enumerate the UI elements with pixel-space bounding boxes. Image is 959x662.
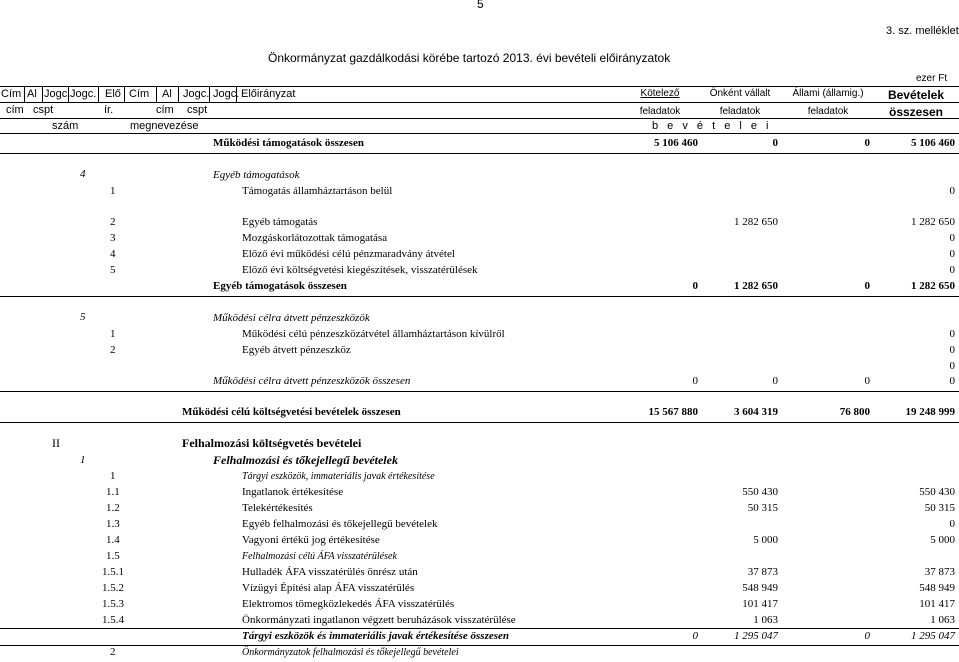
row-label: Önkormányzati ingatlanon végzett beruházások visszatérülése [242, 614, 516, 626]
row-value-onkent: 1 282 650 [734, 216, 778, 228]
row-label: Elektromos tömegközlekedés ÁFA visszatérülés [242, 598, 455, 610]
row-value-onkent: 37 873 [747, 566, 778, 578]
row-value-allami: 0 [864, 375, 870, 387]
row-code: 1.5.2 [102, 582, 124, 594]
row-code: 1 [110, 328, 116, 340]
row-label: Egyéb felhalmozási és tőkejellegű bevételek [242, 518, 438, 530]
row-code: 1.5.4 [102, 614, 124, 626]
row-label: Előző évi működési célú pénzmaradvány átvétel [242, 248, 455, 260]
row-label: Telekértékesítés [242, 502, 313, 514]
row-code: 1.5 [106, 550, 120, 562]
col-bevetelek: Bevételek [887, 88, 945, 102]
col-divider [124, 86, 125, 102]
row-value-total: 548 949 [919, 582, 955, 594]
row-code: 1 [110, 185, 116, 197]
row-label: Egyéb átvett pénzeszköz [242, 344, 351, 356]
header-mid-line [0, 102, 959, 103]
header-cspt-2: cspt [187, 104, 208, 116]
header-bevetelei: b e v é t e l e i [652, 120, 772, 132]
col-divider [156, 86, 157, 102]
header-cim: Cím [1, 88, 22, 100]
row-code: 1.5.1 [102, 566, 124, 578]
row-divider [0, 391, 959, 392]
header-bottom-line [0, 133, 959, 134]
row-value-onkent: 0 [772, 137, 778, 149]
row-label: Egyéb támogatás [242, 216, 318, 228]
row-label: Támogatás államháztartáson belül [242, 185, 393, 197]
header-megnevezese: megnevezése [130, 120, 199, 132]
row-code: 3 [110, 232, 116, 244]
col-onkent-sub: feladatok [719, 106, 761, 117]
col-kotelezo: Kötelező [640, 88, 680, 99]
header-ir: ír. [104, 104, 114, 116]
row-code: 4 [110, 248, 116, 260]
row-value-total: 50 315 [924, 502, 955, 514]
header-eloiranyzat: Előirányzat [241, 88, 296, 100]
row-label: Önkormányzatok felhalmozási és tőkejellegű bevételei [242, 647, 459, 658]
row-divider [0, 296, 959, 297]
row-value-total: 0 [949, 232, 955, 244]
row-label: Egyéb támogatások összesen [213, 280, 347, 292]
row-code: 1.1 [106, 486, 120, 498]
row-value-total: 0 [949, 375, 955, 387]
row-label: Vízügyi Építési alap ÁFA visszatérülés [242, 582, 415, 594]
row-value-onkent: 101 417 [742, 598, 778, 610]
row-value-total: 0 [949, 264, 955, 276]
row-divider [0, 422, 959, 423]
header-jogc-3: Jogc. [183, 88, 210, 100]
header-al-2: Al [162, 88, 172, 100]
row-label: Ingatlanok értékesítése [242, 486, 344, 498]
row-value-total: 19 248 999 [905, 406, 955, 418]
row-value-total: 5 000 [930, 534, 955, 546]
header-al: Al [27, 88, 37, 100]
row-value-onkent: 0 [772, 375, 778, 387]
row-label: Működési célú pénzeszközátvétel államháztartáson kívülről [242, 328, 505, 340]
row-code: 4 [80, 168, 86, 180]
row-value-total: 0 [949, 328, 955, 340]
header-cim-2: Cím [129, 88, 150, 100]
header-szam: szám [52, 120, 79, 132]
row-value-total: 37 873 [924, 566, 955, 578]
row-value-kotelezo: 15 567 880 [648, 406, 698, 418]
col-divider [178, 86, 179, 102]
row-label: Hulladék ÁFA visszatérülés önrész után [242, 566, 418, 578]
row-code: 1.3 [106, 518, 120, 530]
header-cim-lower: cím [6, 104, 24, 116]
row-code: 1.4 [106, 534, 120, 546]
row-value-onkent: 548 949 [742, 582, 778, 594]
row-code: II [52, 436, 60, 450]
row-value-onkent: 3 604 319 [734, 406, 778, 418]
row-label: Tárgyi eszközök és immateriális javak értékesítése összesen [242, 630, 510, 642]
row-value-onkent: 50 315 [747, 502, 778, 514]
row-value-allami: 0 [864, 137, 870, 149]
row-value-onkent: 1 063 [753, 614, 778, 626]
row-value-total: 0 [949, 360, 955, 372]
row-value-onkent: 1 282 650 [734, 280, 778, 292]
header-cspt: cspt [33, 104, 54, 116]
col-divider [24, 86, 25, 102]
col-onkent: Önként vállalt [709, 88, 771, 99]
row-value-total: 1 282 650 [911, 216, 955, 228]
row-label: Egyéb támogatások [213, 169, 300, 181]
row-value-kotelezo: 0 [692, 375, 698, 387]
row-code: 5 [110, 264, 116, 276]
row-value-allami: 0 [864, 630, 870, 642]
page-number: 5 [477, 0, 484, 11]
col-divider [98, 86, 99, 102]
col-allami: Állami (államig.) [792, 88, 864, 99]
col-bevetelek-sub: összesen [888, 105, 944, 119]
row-value-onkent: 550 430 [742, 486, 778, 498]
annex-label: 3. sz. melléklet [886, 25, 959, 37]
row-code: 1 [80, 454, 86, 466]
row-value-onkent: 1 295 047 [734, 630, 778, 642]
row-code: 2 [110, 646, 116, 658]
header-mid-line-2 [0, 118, 959, 119]
row-value-total: 5 106 460 [911, 137, 955, 149]
col-divider [42, 86, 43, 102]
row-label: Működési célra átvett pénzeszközök [213, 312, 370, 324]
row-label: Működési célú költségvetési bevételek összesen [182, 406, 401, 418]
row-code: 5 [80, 311, 86, 323]
header-top-line [0, 86, 959, 87]
row-value-total: 0 [949, 185, 955, 197]
row-label: Tárgyi eszközök, immateriális javak értékesítése [242, 471, 435, 482]
row-label: Vagyoni értékű jog értékesítése [242, 534, 380, 546]
row-value-allami: 76 800 [839, 406, 870, 418]
header-jogc: Jogc. [44, 88, 71, 100]
row-value-allami: 0 [864, 280, 870, 292]
row-code: 2 [110, 216, 116, 228]
row-divider [0, 645, 959, 646]
row-value-kotelezo: 5 106 460 [654, 137, 698, 149]
row-value-total: 1 295 047 [911, 630, 955, 642]
header-jogc-4: Jogc. [213, 88, 240, 100]
row-value-kotelezo: 0 [692, 630, 698, 642]
row-value-total: 1 063 [930, 614, 955, 626]
row-label: Mozgáskorlátozottak támogatása [242, 232, 388, 244]
row-value-total: 1 282 650 [911, 280, 955, 292]
row-label: Felhalmozási célú ÁFA visszatérülések [242, 551, 397, 562]
row-code: 1.5.3 [102, 598, 124, 610]
row-divider [0, 153, 959, 154]
row-code: 2 [110, 344, 116, 356]
row-value-total: 0 [949, 518, 955, 530]
row-value-total: 101 417 [919, 598, 955, 610]
row-code: 1 [110, 470, 116, 482]
row-value-kotelezo: 0 [692, 280, 698, 292]
row-label: Működési célra átvett pénzeszközök összesen [213, 375, 411, 387]
row-code: 1.2 [106, 502, 120, 514]
row-value-total: 550 430 [919, 486, 955, 498]
unit-label: ezer Ft [916, 73, 948, 84]
row-label: Működési támogatások összesen [213, 137, 364, 149]
col-kotelezo-sub: feladatok [639, 106, 681, 117]
row-divider [0, 628, 959, 629]
row-label: Felhalmozási költségvetés bevételei [182, 436, 362, 450]
header-cim-lower-2: cím [156, 104, 174, 116]
page-title: Önkormányzat gazdálkodási körébe tartozó 2013. évi bevételi előirányzatok [268, 51, 671, 65]
row-value-onkent: 5 000 [753, 534, 778, 546]
col-allami-sub: feladatok [807, 106, 849, 117]
row-label: Felhalmozási és tőkejellegű bevételek [213, 453, 398, 467]
row-label: Előző évi költségvetési kiegészítések, visszatérülések [242, 264, 478, 276]
header-jogc-2: Jogc. [70, 88, 97, 100]
header-elo: Elő [105, 88, 121, 100]
row-value-total: 0 [949, 248, 955, 260]
row-value-total: 0 [949, 344, 955, 356]
